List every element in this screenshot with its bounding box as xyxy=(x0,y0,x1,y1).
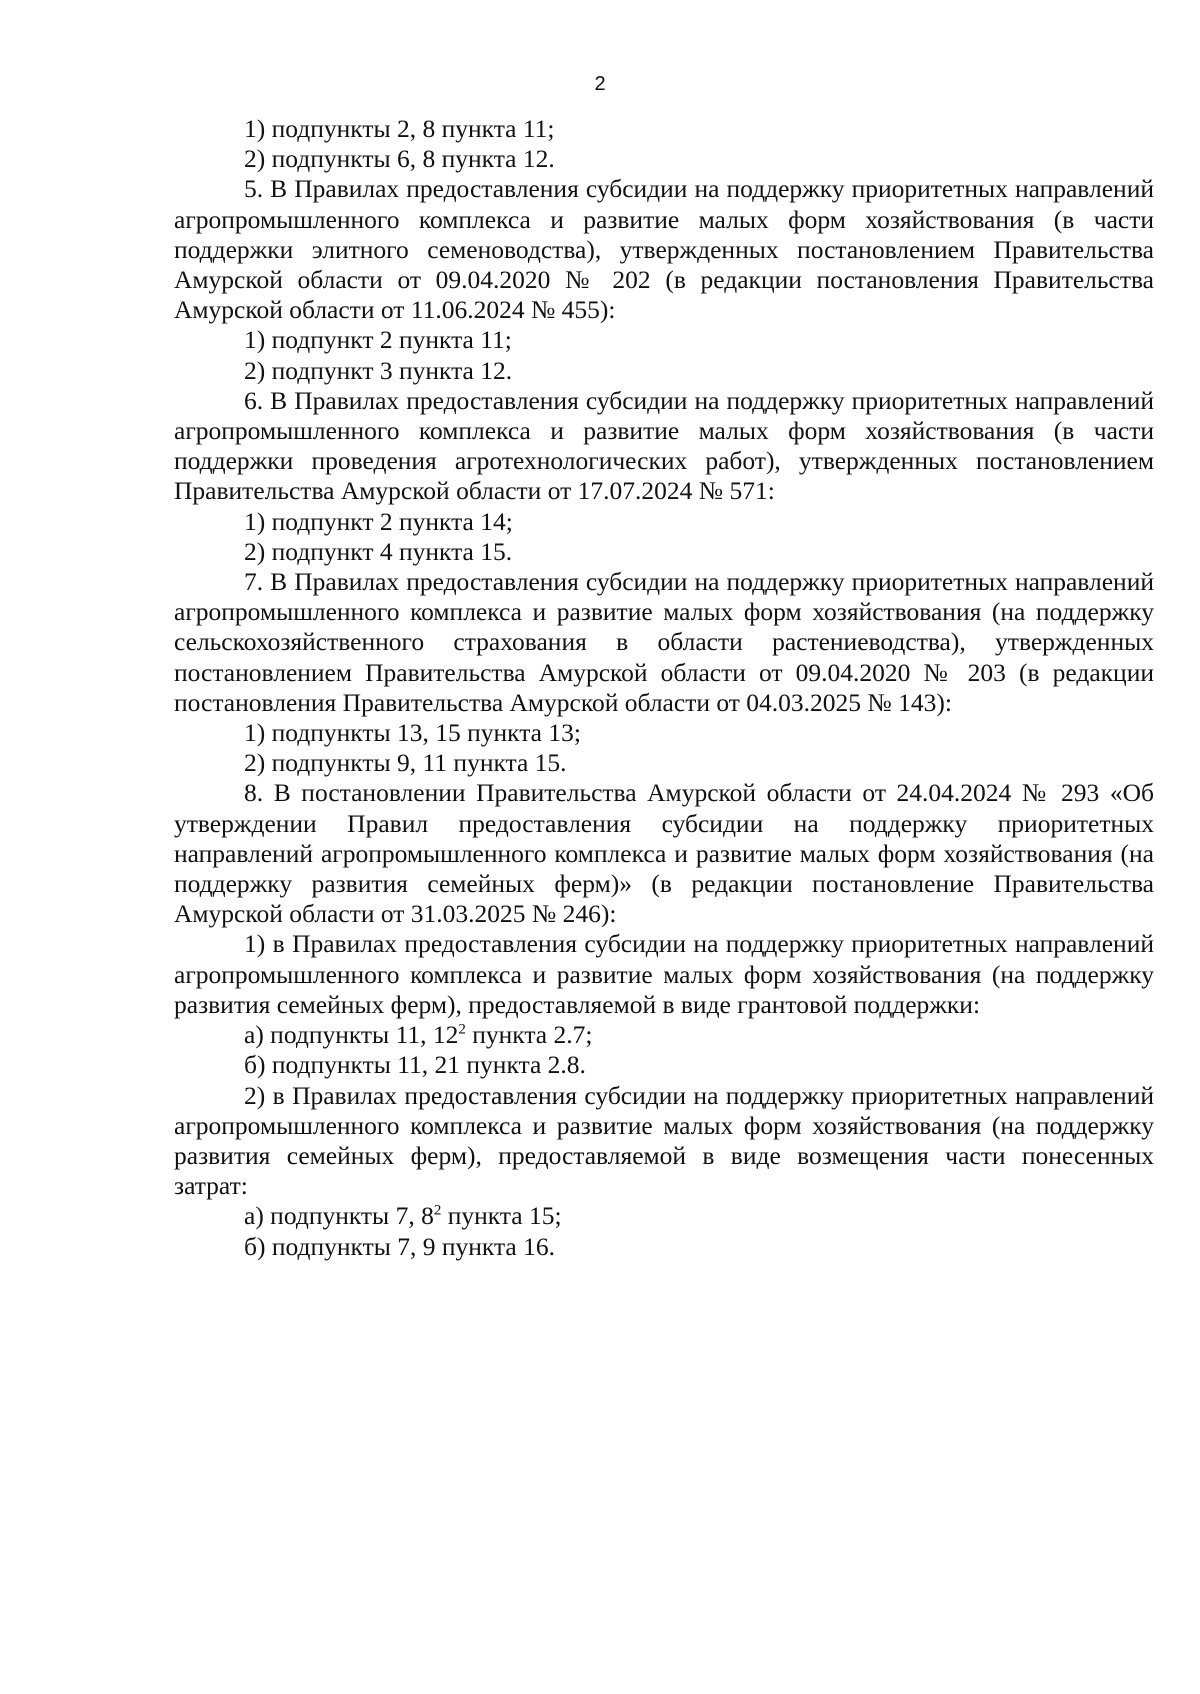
list-item: 1) подпункты 2, 8 пункта 11; xyxy=(244,114,555,143)
document-body xyxy=(174,114,1154,1262)
list-item: б) подпункты 7, 9 пункта 16. xyxy=(244,1231,555,1261)
subsection-paragraph-8-1: 1) в Правилах предоставления субсидии на поддержку приоритетных направлений агропромышленного комплекса и развитие малых форм хозяйствования (на поддержку развития семейных ферм), предоставляемой в виде грантовой поддержки: xyxy=(174,929,1154,1019)
list-item: 1) подпункты 13, 15 пункта 13; xyxy=(244,718,581,748)
section-paragraph-7: 7. В Правилах предоставления субсидии на поддержку приоритетных направлений агропромышленного комплекса и развитие малых форм хозяйствования (на поддержку сельскохозяйственного страхования в области растениеводства), утвержденных постановлением Правительства Амурской области от 09.04.2020 № 203 (в редакции постановления Правительства Амурской области от 04.03.2025 № 143): xyxy=(174,567,1154,717)
section-paragraph-8: 8. В постановлении Правительства Амурской области от 24.04.2024 № 293 «Об утверждении Правил предоставления субсидии на поддержку приоритетных направлений агропромышленного комплекса и развитие малых форм хозяйствования (на поддержку развития семейных ферм)» (в редакции постановление Правительства Амурской области от 31.03.2025 № 246): xyxy=(174,778,1154,929)
list-item-text: а) подпункты 11, 12 xyxy=(244,1020,459,1050)
list-item: 2) подпункты 6, 8 пункта 12. xyxy=(244,144,555,174)
list-item: 2) подпункты 9, 11 пункта 15. xyxy=(244,748,567,778)
list-item: 1) подпункт 2 пункта 11; xyxy=(244,325,512,355)
superscript: 2 xyxy=(458,1021,466,1038)
list-item-text: а) подпункты 7, 8 xyxy=(244,1201,434,1231)
list-item: 2) подпункт 3 пункта 12. xyxy=(244,355,513,385)
section-paragraph-5: 5. В Правилах предоставления субсидии на поддержку приоритетных направлений агропромышленного комплекса и развитие малых форм хозяйствования (в части поддержки элитного семеноводства), утвержденных постановлением Правительства Амурской области от 09.04.2020 № 202 (в редакции постановления Правительства Амурской области от 11.06.2024 № 455): xyxy=(174,174,1154,325)
list-item-text: пункта 2.7; xyxy=(465,1020,593,1050)
subsection-paragraph-8-2: 2) в Правилах предоставления субсидии на поддержку приоритетных направлений агропромышленного комплекса и развитие малых форм хозяйствования (на поддержку развития семейных ферм), предоставляемой в виде возмещения части понесенных затрат: xyxy=(174,1080,1154,1201)
list-item xyxy=(174,1201,1154,1231)
list-item: 1) подпункт 2 пункта 14; xyxy=(244,506,513,536)
section-paragraph-6: 6. В Правилах предоставления субсидии на поддержку приоритетных направлений агропромышленного комплекса и развитие малых форм хозяйствования (в части поддержки проведения агротехнологических работ), утвержденных постановлением Правительства Амурской области от 17.07.2024 № 571: xyxy=(174,385,1154,506)
list-item-text: пункта 15; xyxy=(441,1201,562,1231)
superscript: 2 xyxy=(433,1202,442,1219)
list-item: б) подпункты 11, 21 пункта 2.8. xyxy=(244,1050,586,1080)
list-item xyxy=(174,1020,1154,1050)
page-number: 2 xyxy=(594,73,606,95)
list-item: 2) подпункт 4 пункта 15. xyxy=(244,536,513,566)
